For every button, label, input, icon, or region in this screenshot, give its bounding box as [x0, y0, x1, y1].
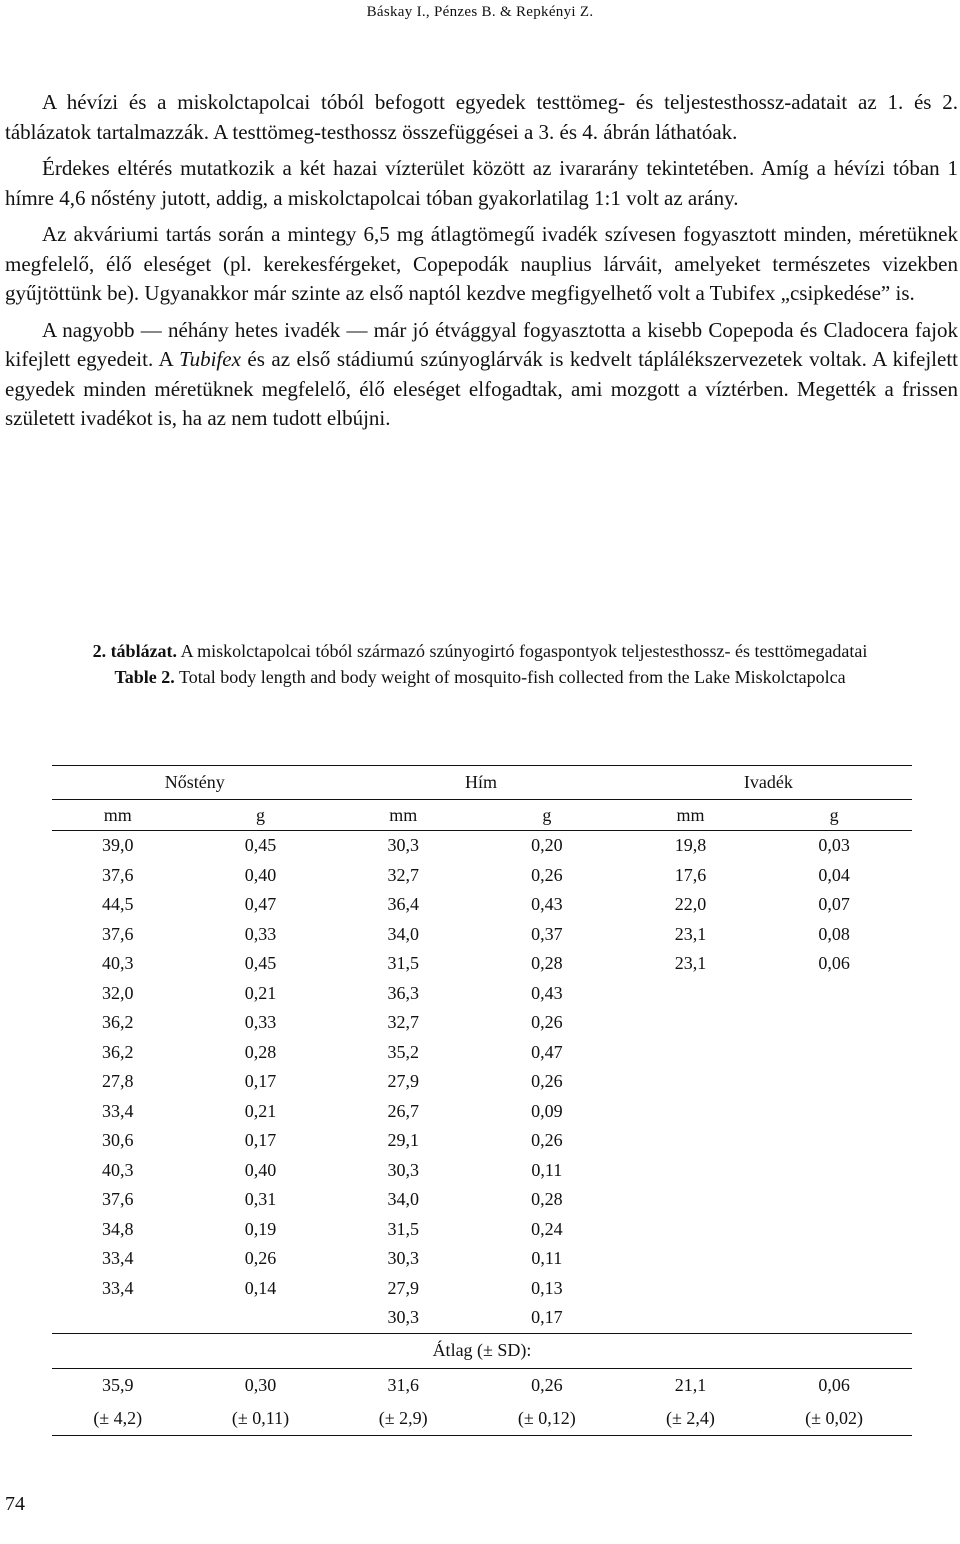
group-header-female: Nőstény	[52, 766, 337, 800]
table-caption	[30, 638, 930, 690]
table-cell	[756, 1126, 912, 1156]
group-header-row	[52, 766, 912, 800]
table-cell: 22,0	[674, 894, 707, 915]
unit-cell: g	[469, 800, 625, 831]
table-cell: 0,17	[244, 1130, 277, 1151]
running-head: Báskay I., Pénzes B. & Repkényi Z.	[366, 4, 594, 20]
table-cell	[625, 1067, 757, 1097]
table-row	[52, 1038, 912, 1068]
paragraph-4	[5, 316, 958, 434]
caption-en	[30, 664, 930, 690]
table-cell: 33,4	[102, 1277, 134, 1298]
table-cell: 0,26	[244, 1248, 277, 1269]
table-cell	[625, 1038, 757, 1068]
table-cell: 0,26	[531, 1012, 563, 1033]
caption-en-label: Table 2.	[114, 667, 175, 687]
unit-cell: g	[184, 800, 338, 831]
sd-cell: (± 2,4)	[625, 1403, 757, 1436]
table-row	[52, 920, 912, 950]
table-cell: 23,1	[674, 953, 707, 974]
paragraph-2: Érdekes eltérés mutatkozik a két hazai vízterület között az ivararány tekintetében. Amíg a hévízi tóban 1 hímre 4,6 nőstény jutott, addig, a miskolctapolcai tóban gyakorlatilag 1:1 volt az arány.	[5, 156, 958, 210]
table-cell: 0,31	[244, 1189, 277, 1210]
sd-row	[52, 1403, 912, 1436]
table-row	[52, 831, 912, 861]
group-header-male: Hím	[337, 766, 624, 800]
table-cell: 19,8	[674, 835, 707, 856]
table-cell: 37,6	[102, 864, 134, 885]
table-cell: 0,40	[244, 864, 277, 885]
table-cell: 34,0	[387, 923, 419, 944]
table-cell	[625, 1274, 757, 1304]
table-cell: 36,4	[387, 894, 419, 915]
table-row	[52, 1067, 912, 1097]
table-cell: 37,6	[102, 1189, 134, 1210]
table-cell	[625, 1303, 757, 1333]
table-cell: 37,6	[102, 923, 134, 944]
table-cell: 0,33	[244, 923, 277, 944]
table-cell	[756, 1067, 912, 1097]
table-cell: 33,4	[102, 1100, 134, 1121]
table-cell: 0,28	[244, 1041, 277, 1062]
table-cell	[756, 1244, 912, 1274]
paragraph-3: Az akváriumi tartás során a mintegy 6,5 mg átlagtömegű ivadék szívesen fogyasztott minden, méretüknek megfelelő, élő eleséget (pl. kerekesférgeket, Copepodák nauplius lárváit, amelyeket természetes vizekben gyűjtöttünk be). Ugyanakkor már szinte az első naptól kezdve megfigyelhető volt a Tubifex „csipkedése” is.	[5, 222, 958, 305]
table-cell: 39,0	[102, 835, 134, 856]
table-cell: 26,7	[387, 1100, 419, 1121]
table-cell: 30,3	[387, 1159, 419, 1180]
table-row	[52, 890, 912, 920]
caption-hu-label: 2. táblázat.	[92, 641, 178, 661]
table-cell	[52, 1303, 184, 1333]
mean-cell: 31,6	[387, 1375, 419, 1395]
mean-label: Átlag (± SD):	[52, 1333, 912, 1368]
table-cell: 34,0	[387, 1189, 419, 1210]
table-cell: 0,26	[531, 864, 563, 885]
table-body	[52, 766, 912, 1436]
table-cell	[184, 1303, 338, 1333]
table-row	[52, 979, 912, 1009]
mean-row	[52, 1368, 912, 1403]
table-cell: 36,3	[387, 982, 419, 1003]
mean-cell: 0,06	[818, 1375, 850, 1395]
table-cell: 32,0	[102, 982, 134, 1003]
table-cell: 31,5	[387, 1218, 419, 1239]
table-cell: 0,33	[244, 1012, 277, 1033]
caption-hu-text: A miskolctapolcai tóból származó szúnyogirtó fogaspontyok teljestesthossz- és testtömegadatai	[177, 641, 868, 661]
table-cell: 0,43	[531, 894, 563, 915]
table-cell: 0,21	[244, 1100, 277, 1121]
table-cell: 36,2	[102, 1041, 134, 1062]
table-cell: 0,17	[244, 1071, 277, 1092]
caption-hu	[30, 638, 930, 664]
table-row	[52, 1008, 912, 1038]
sd-cell: (± 2,9)	[337, 1403, 469, 1436]
sd-cell: (± 0,11)	[184, 1403, 338, 1436]
table-cell: 0,24	[531, 1218, 563, 1239]
table-cell: 0,26	[531, 1071, 563, 1092]
data-table	[52, 765, 912, 1436]
mean-cell: 21,1	[674, 1375, 707, 1395]
table-cell: 0,20	[531, 835, 563, 856]
table-cell: 29,1	[387, 1130, 419, 1151]
table-cell: 32,7	[387, 864, 419, 885]
table-row	[52, 949, 912, 979]
sd-cell: (± 0,02)	[756, 1403, 912, 1436]
table-cell	[756, 979, 912, 1009]
table-cell	[756, 1097, 912, 1127]
sd-cell: (± 4,2)	[52, 1403, 184, 1436]
table-row	[52, 1244, 912, 1274]
table-cell	[625, 979, 757, 1009]
unit-cell: mm	[625, 800, 757, 831]
table-cell: 0,11	[531, 1159, 563, 1180]
unit-cell: mm	[52, 800, 184, 831]
table-cell	[756, 1274, 912, 1304]
table-cell: 0,11	[531, 1248, 563, 1269]
table-cell: 30,6	[102, 1130, 134, 1151]
table-cell: 0,09	[531, 1100, 563, 1121]
table-row	[52, 1126, 912, 1156]
table-cell: 30,3	[387, 1307, 419, 1328]
table-cell: 27,9	[387, 1277, 419, 1298]
units-row	[52, 800, 912, 831]
paragraph-1: A hévízi és a miskolctapolcai tóból befogott egyedek testtömeg- és teljestesthossz-adatait az 1. és 2. táblázatok tartalmazzák. A testtömeg-testhossz összefüggései a 3. és 4. ábrán láthatóak.	[5, 90, 958, 144]
table-cell	[625, 1097, 757, 1127]
mean-label-row	[52, 1333, 912, 1368]
paragraph-4-part-2: és az első stádiumú szúnyoglárvák is kedvelt táplálékszervezetek voltak. A kifejlett egyedek minden méretüknek megfelelő, élő eleséget elfogadtak, ami mozgott a víztérben. Megették a frissen született ivadékot is, ha az nem tudott elbújni.	[5, 347, 958, 430]
table-cell: 0,26	[531, 1130, 563, 1151]
table-row	[52, 1097, 912, 1127]
table-cell: 0,28	[531, 1189, 563, 1210]
table-cell	[625, 1008, 757, 1038]
table-cell: 27,8	[102, 1071, 134, 1092]
table-cell	[756, 1215, 912, 1245]
table-cell: 0,37	[531, 923, 563, 944]
caption-en-text: Total body length and body weight of mosquito-fish collected from the Lake Miskolctapolca	[174, 667, 846, 687]
table-cell: 0,13	[531, 1277, 563, 1298]
table-cell: 23,1	[674, 923, 707, 944]
table-cell: 0,45	[244, 835, 277, 856]
table-cell	[625, 1244, 757, 1274]
unit-cell: g	[756, 800, 912, 831]
table-cell: 0,47	[244, 894, 277, 915]
table-cell: 0,19	[244, 1218, 277, 1239]
table-cell: 27,9	[387, 1071, 419, 1092]
unit-cell: mm	[337, 800, 469, 831]
table-cell: 44,5	[102, 894, 134, 915]
table-cell: 0,06	[818, 953, 850, 974]
table-cell: 34,8	[102, 1218, 134, 1239]
data-table-wrapper	[52, 765, 912, 1436]
table-cell	[756, 1303, 912, 1333]
table-cell: 0,40	[244, 1159, 277, 1180]
table-cell: 36,2	[102, 1012, 134, 1033]
table-cell: 31,5	[387, 953, 419, 974]
table-cell: 0,04	[818, 864, 850, 885]
table-cell: 33,4	[102, 1248, 134, 1269]
mean-cell: 35,9	[102, 1375, 134, 1395]
paragraph-4-part-1: A nagyobb — néhány hetes ivadék — már jó étvággyal fogyasztotta a kisebb Copepoda és Cladocera fajok kifejlett egyedeit. A	[5, 317, 958, 371]
paragraph-4-italic: Tubifex	[179, 347, 241, 371]
sd-cell: (± 0,12)	[469, 1403, 625, 1436]
table-row	[52, 1274, 912, 1304]
table-cell	[756, 1008, 912, 1038]
table-cell: 0,08	[818, 923, 850, 944]
group-header-juvenile: Ivadék	[625, 766, 912, 800]
table-cell: 40,3	[102, 1159, 134, 1180]
mean-cell: 0,30	[244, 1375, 277, 1395]
page-number: 74	[5, 1493, 25, 1515]
table-cell: 0,03	[818, 835, 850, 856]
table-cell: 0,45	[244, 953, 277, 974]
table-cell: 30,3	[387, 1248, 419, 1269]
table-row	[52, 1185, 912, 1215]
table-cell	[625, 1126, 757, 1156]
table-cell: 0,43	[531, 982, 563, 1003]
table-cell	[625, 1156, 757, 1186]
table-cell: 0,07	[818, 894, 850, 915]
table-row	[52, 861, 912, 891]
mean-cell: 0,26	[531, 1375, 563, 1395]
table-row	[52, 1156, 912, 1186]
table-cell: 0,14	[244, 1277, 277, 1298]
table-cell	[756, 1038, 912, 1068]
table-row	[52, 1215, 912, 1245]
table-cell	[625, 1185, 757, 1215]
table-cell: 0,28	[531, 953, 563, 974]
table-cell: 32,7	[387, 1012, 419, 1033]
body-text	[5, 88, 958, 441]
table-cell: 0,47	[531, 1041, 563, 1062]
table-cell: 0,21	[244, 982, 277, 1003]
table-cell: 35,2	[387, 1041, 419, 1062]
table-cell: 40,3	[102, 953, 134, 974]
table-cell	[756, 1185, 912, 1215]
table-row	[52, 1303, 912, 1333]
table-cell: 0,17	[531, 1307, 563, 1328]
table-cell: 17,6	[674, 864, 707, 885]
table-cell: 30,3	[387, 835, 419, 856]
table-cell	[625, 1215, 757, 1245]
table-cell	[756, 1156, 912, 1186]
